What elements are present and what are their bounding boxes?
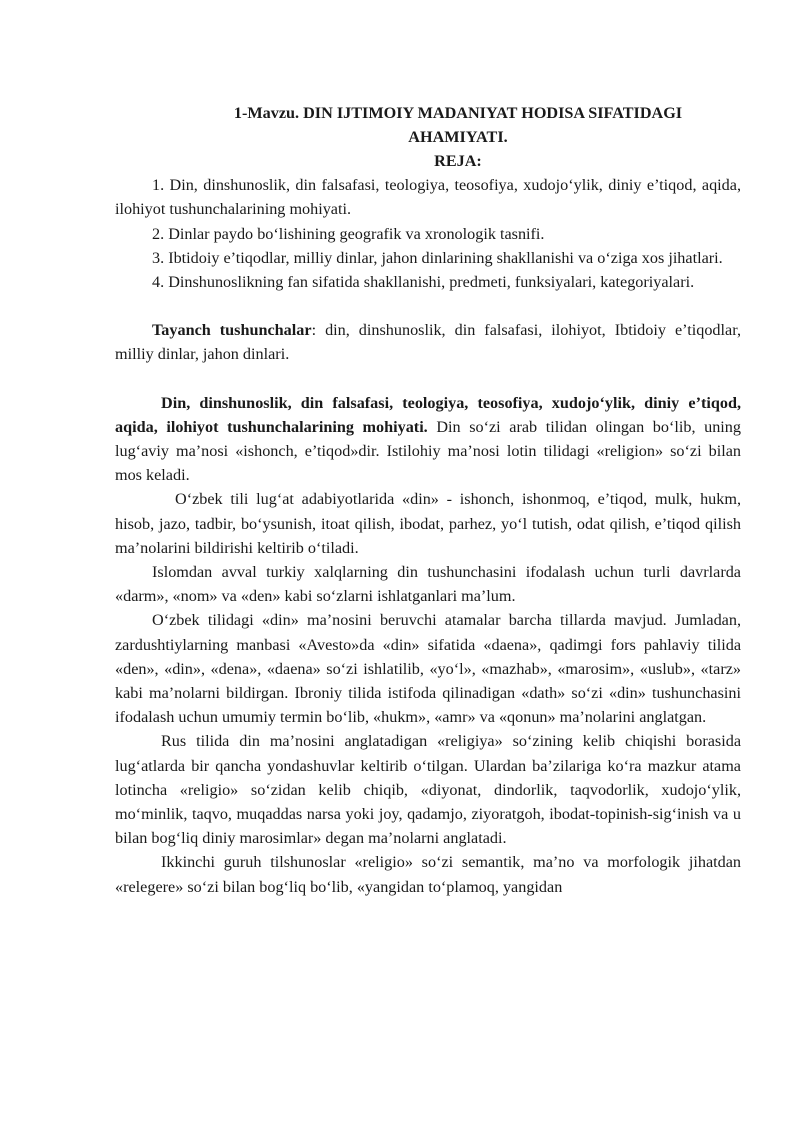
key-terms <box>115 318 741 366</box>
paragraph-5: Ikkinchi guruh tilshunoslar «religio» so‘zi semantik, ma’no va morfologik jihatdan «relegere» so‘zi bilan bog‘liq bo‘lib, «yangidan to‘plamoq, yangidan <box>115 853 741 896</box>
section-paragraph <box>115 391 741 488</box>
plan-item-3: 3. Ibtidoiy e’tiqodlar, milliy dinlar, jahon dinlarining shakllanishi va o‘ziga xos jihatlari. <box>152 248 723 267</box>
section-heading: Din, dinshunoslik, din falsafasi, teologiya, teosofiya, xudojo‘ylik, diniy e’tiqod, aqida, ilohiyot tushunchalarining mohiyati. <box>115 393 741 436</box>
plan-item-4: 4. Dinshunoslikning fan sifatida shakllanishi, predmeti, funksiyalari, kategoriyalari. <box>152 273 695 292</box>
spacer <box>115 367 741 391</box>
paragraph-4: Rus tilida din ma’nosini anglatadigan «religiya» so‘zining kelib chiqishi borasida lug‘atlarda bir qancha yondashuvlar keltirib o‘tilgan. Ulardan ba’zilariga ko‘ra mazkur atama lotincha «religio» so‘zidan kelib chiqib, «diyonat, dindorlik, taqvodorlik, xudojo‘ylik, mo‘minlik, taqvo, muqaddas narsa yoki joy, qadamjo, ziyoratgoh, ibodat-topinish-sig‘inish va u bilan bog‘liq diniy marosimlar» degan ma’nolarni anglatadi. <box>115 732 741 848</box>
key-terms-label: Tayanch tushunchalar <box>152 321 312 340</box>
paragraph-1: O‘zbek tili lug‘at adabiyotlarida «din» - ishonch, ishonmoq, e’tiqod, mulk, hukm, hisob, jazo, tadbir, bo‘ysunish, itoat qilish, ibodat, parhez, yo‘l tutish, odat qilish, e’tiqod qilish ma’nolarini bildirishi keltirib o‘tiladi. <box>115 490 741 557</box>
spacer <box>115 294 741 318</box>
plan-heading: REJA: <box>434 152 482 170</box>
title-line-1: 1-Mavzu. DIN IJTIMOIY MADANIYAT HODISA SIFATIDAGI <box>233 104 683 122</box>
page-title <box>115 101 741 149</box>
paragraph-2: Islomdan avval turkiy xalqlarning din tushunchasini ifodalash uchun turli davrlarda «darm», «nom» va «den» kabi so‘zlarni ishlatganlari ma’lum. <box>115 563 741 606</box>
paragraph-3: O‘zbek tilidagi «din» ma’nosini beruvchi atamalar barcha tillarda mavjud. Jumladan, zardushtiylarning manbasi «Avesto»da «din» sifatida «daena», qadimgi fors pahlaviy tilida «den», «din», «dena», «daena» so‘zi ishlatilib, «yo‘l», «mazhab», «marosim», «uslub», «tarz» kabi ma’nolarni bildirgan. Ibroniy tilida istifoda qilinadigan «dath» so‘zi «din» tushunchasini ifodalash uchun umumiy termin bo‘lib, «hukm», «amr» va «qonun» ma’nolarini anglatgan. <box>115 611 741 727</box>
title-line-2: AHAMIYATI. <box>408 128 508 146</box>
key-terms-text: : din, dinshunoslik, din falsafasi, ilohiyot, Ibtidoiy e’tiqodlar, milliy dinlar, jahon dinlari. <box>115 321 742 364</box>
plan-item-2: 2. Dinlar paydo bo‘lishining geografik va xronologik tasnifi. <box>152 224 545 243</box>
section-lead: Din so‘zi arab tilidan olingan bo‘lib, uning lug‘aviy ma’nosi «ishonch, e’tiqod»dir. Istilohiy ma’nosi lotin tilidagi «religion» so‘zi bilan mos keladi. <box>115 417 741 485</box>
document-page <box>115 101 741 899</box>
plan-item-1: 1. Din, dinshunoslik, din falsafasi, teologiya, teosofiya, xudojo‘ylik, diniy e’tiqod, aqida, ilohiyot tushunchalarining mohiyati. <box>115 176 741 219</box>
